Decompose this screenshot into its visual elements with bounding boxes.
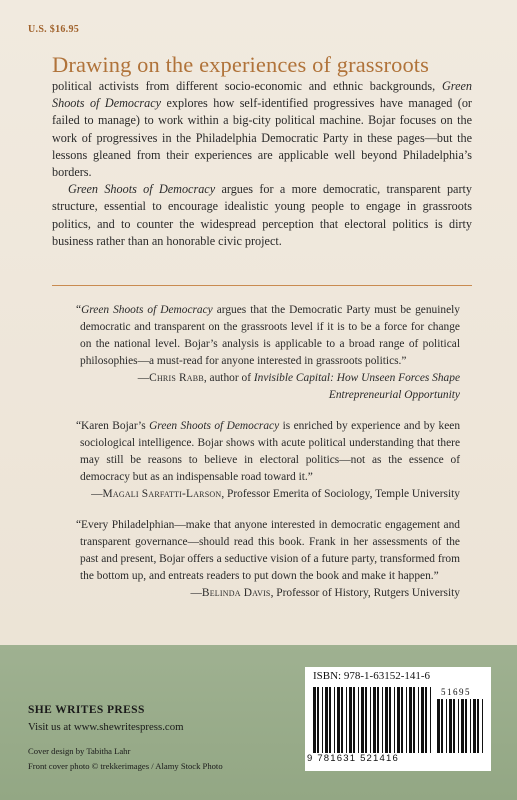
- barcode-bar: [418, 687, 419, 753]
- barcode-bar: [482, 699, 483, 753]
- blurb-1-attribution: —Chris Rabb, author of Invisible Capital: How Unseen Forces Shape Entrepreneurial Opportunity: [137, 372, 460, 401]
- barcode-bar: [385, 687, 388, 753]
- blurb-author: Belinda Davis: [201, 587, 271, 599]
- intro-text: [52, 78, 472, 250]
- blurbs: [76, 302, 461, 616]
- barcode-bar: [370, 687, 371, 753]
- barcode-bar: [437, 699, 440, 753]
- barcode-bar: [458, 699, 459, 753]
- barcode-bar: [470, 699, 471, 753]
- barcode-bar: [365, 687, 367, 753]
- barcode-bar: [421, 687, 424, 753]
- publisher-name: SHE WRITES PRESS: [28, 704, 145, 716]
- book-title: Green Shoots of Democracy: [68, 182, 216, 197]
- barcode-bar: [346, 687, 347, 753]
- barcode-digits: 9 781631 521416: [307, 753, 399, 764]
- barcode-bar: [377, 687, 379, 753]
- book-title: Green Shoots of Democracy: [81, 304, 213, 316]
- divider-rule: [52, 285, 472, 286]
- publisher-website: Visit us at www.shewritespress.com: [28, 721, 184, 733]
- book-title: Green Shoots of Democracy: [52, 79, 472, 111]
- book-title: Green Shoots of Democracy: [149, 420, 280, 432]
- blurb-2-attribution: —Magali Sarfatti-Larson, Professor Emerita of Sociology, Temple University: [91, 488, 460, 500]
- blurb-3-attribution: —Belinda Davis, Professor of History, Rutgers University: [190, 587, 460, 599]
- blurb-author: Chris Rabb: [149, 372, 204, 384]
- barcode-bar: [325, 687, 328, 753]
- barcode-bar: [322, 687, 323, 753]
- barcode-bar: [317, 687, 319, 753]
- barcode-bar: [446, 699, 447, 753]
- blurb-3: “Every Philadelphian—make that anyone interested in democratic engagement and transparent governance—should read this book. Frank in her assessments of the past and present, Bojar offers a seductive vision of a future party, transformed from the bottom up, and entreats readers to put down the book and make it happen.” —Belinda Davis, Professor of History, Rutgers University: [80, 517, 460, 602]
- barcode-bar: [337, 687, 340, 753]
- barcode-bar: [453, 699, 455, 753]
- barcode-bar: [361, 687, 364, 753]
- barcode-bar: [430, 687, 431, 753]
- barcode-bar: [413, 687, 415, 753]
- barcode-bar: [409, 687, 412, 753]
- barcode-bar: [349, 687, 352, 753]
- barcode-bar: [373, 687, 376, 753]
- blurb-2: “Karen Bojar’s Green Shoots of Democracy is enriched by experience and by keen sociological intelligence. Bojar shows with acute political understanding that there may still be reasons to believe in electoral politics—not as the essence of democracy but as an indispensable road toward it.” —Magali Sarfatti-Larson, Professor Emerita of Sociology, Temple University: [80, 418, 460, 503]
- barcode-bar: [441, 699, 443, 753]
- barcode-bar: [477, 699, 479, 753]
- blurb-author: Magali Sarfatti-Larson: [102, 488, 222, 500]
- barcode-panel: [305, 667, 491, 771]
- barcode-bar: [334, 687, 335, 753]
- intro-paragraph-1: [52, 78, 472, 181]
- barcode-bar: [329, 687, 331, 753]
- photo-credit: Front cover photo © trekkerimages / Alamy Stock Photo: [28, 761, 223, 771]
- intro-p2-rest: argues for a more democratic, transparent party structure, essential to encourage idealistic young people to engage in grassroots politics, and to counter the widespread perception that electoral politics is dirty business rather than an honorable civic project.: [52, 182, 472, 248]
- barcode-bar: [449, 699, 452, 753]
- barcode-addon-number: 51695: [441, 687, 471, 697]
- intro-paragraph-2: [52, 181, 472, 250]
- lead-headline: Drawing on the experiences of grassroots: [52, 52, 430, 77]
- barcode-bar: [341, 687, 343, 753]
- cover-design-credit: Cover design by Tabitha Lahr: [28, 746, 131, 756]
- barcode-bar: [406, 687, 407, 753]
- barcode-bar: [389, 687, 391, 753]
- addon-barcode-icon: [437, 687, 485, 753]
- price-label: U.S. $16.95: [28, 24, 80, 35]
- barcode-bar: [425, 687, 427, 753]
- blurb-1: “Green Shoots of Democracy argues that the Democratic Party must be genuinely democratic and transparent on the grassroots level if it is to be a force for change on the national level. Bojar’s analysis is applicable to a broad range of political philosophies—a must-read for anyone interested in grassroots politics.” —Chris Rabb, author of Invisible Capital: How Unseen Forces Shape Entrepreneurial Opportunity: [80, 302, 460, 404]
- barcode-bar: [394, 687, 395, 753]
- barcode-bar: [461, 699, 464, 753]
- barcode-bar: [401, 687, 403, 753]
- barcode-bar: [397, 687, 400, 753]
- isbn-label: ISBN: 978-1-63152-141-6: [313, 670, 431, 682]
- intro-p1-start: political activists from different socio-economic and ethnic backgrounds,: [52, 79, 436, 93]
- barcode-bar: [465, 699, 467, 753]
- intro-p1-rest: explores how self-identified progressives have managed (or failed to manage) to work within a big-city political machine. Bojar focuses on the work of progressives in the Philadelphia Democratic Party in these pages—but the lessons gleaned from their experiences are applicable well beyond Philadelphia’s borders.: [52, 96, 472, 180]
- barcode-bar: [313, 687, 316, 753]
- barcode-bar: [358, 687, 359, 753]
- barcode-bar: [382, 687, 383, 753]
- barcode-bar: [353, 687, 355, 753]
- barcode-bar: [473, 699, 476, 753]
- ean-barcode-icon: [313, 687, 435, 753]
